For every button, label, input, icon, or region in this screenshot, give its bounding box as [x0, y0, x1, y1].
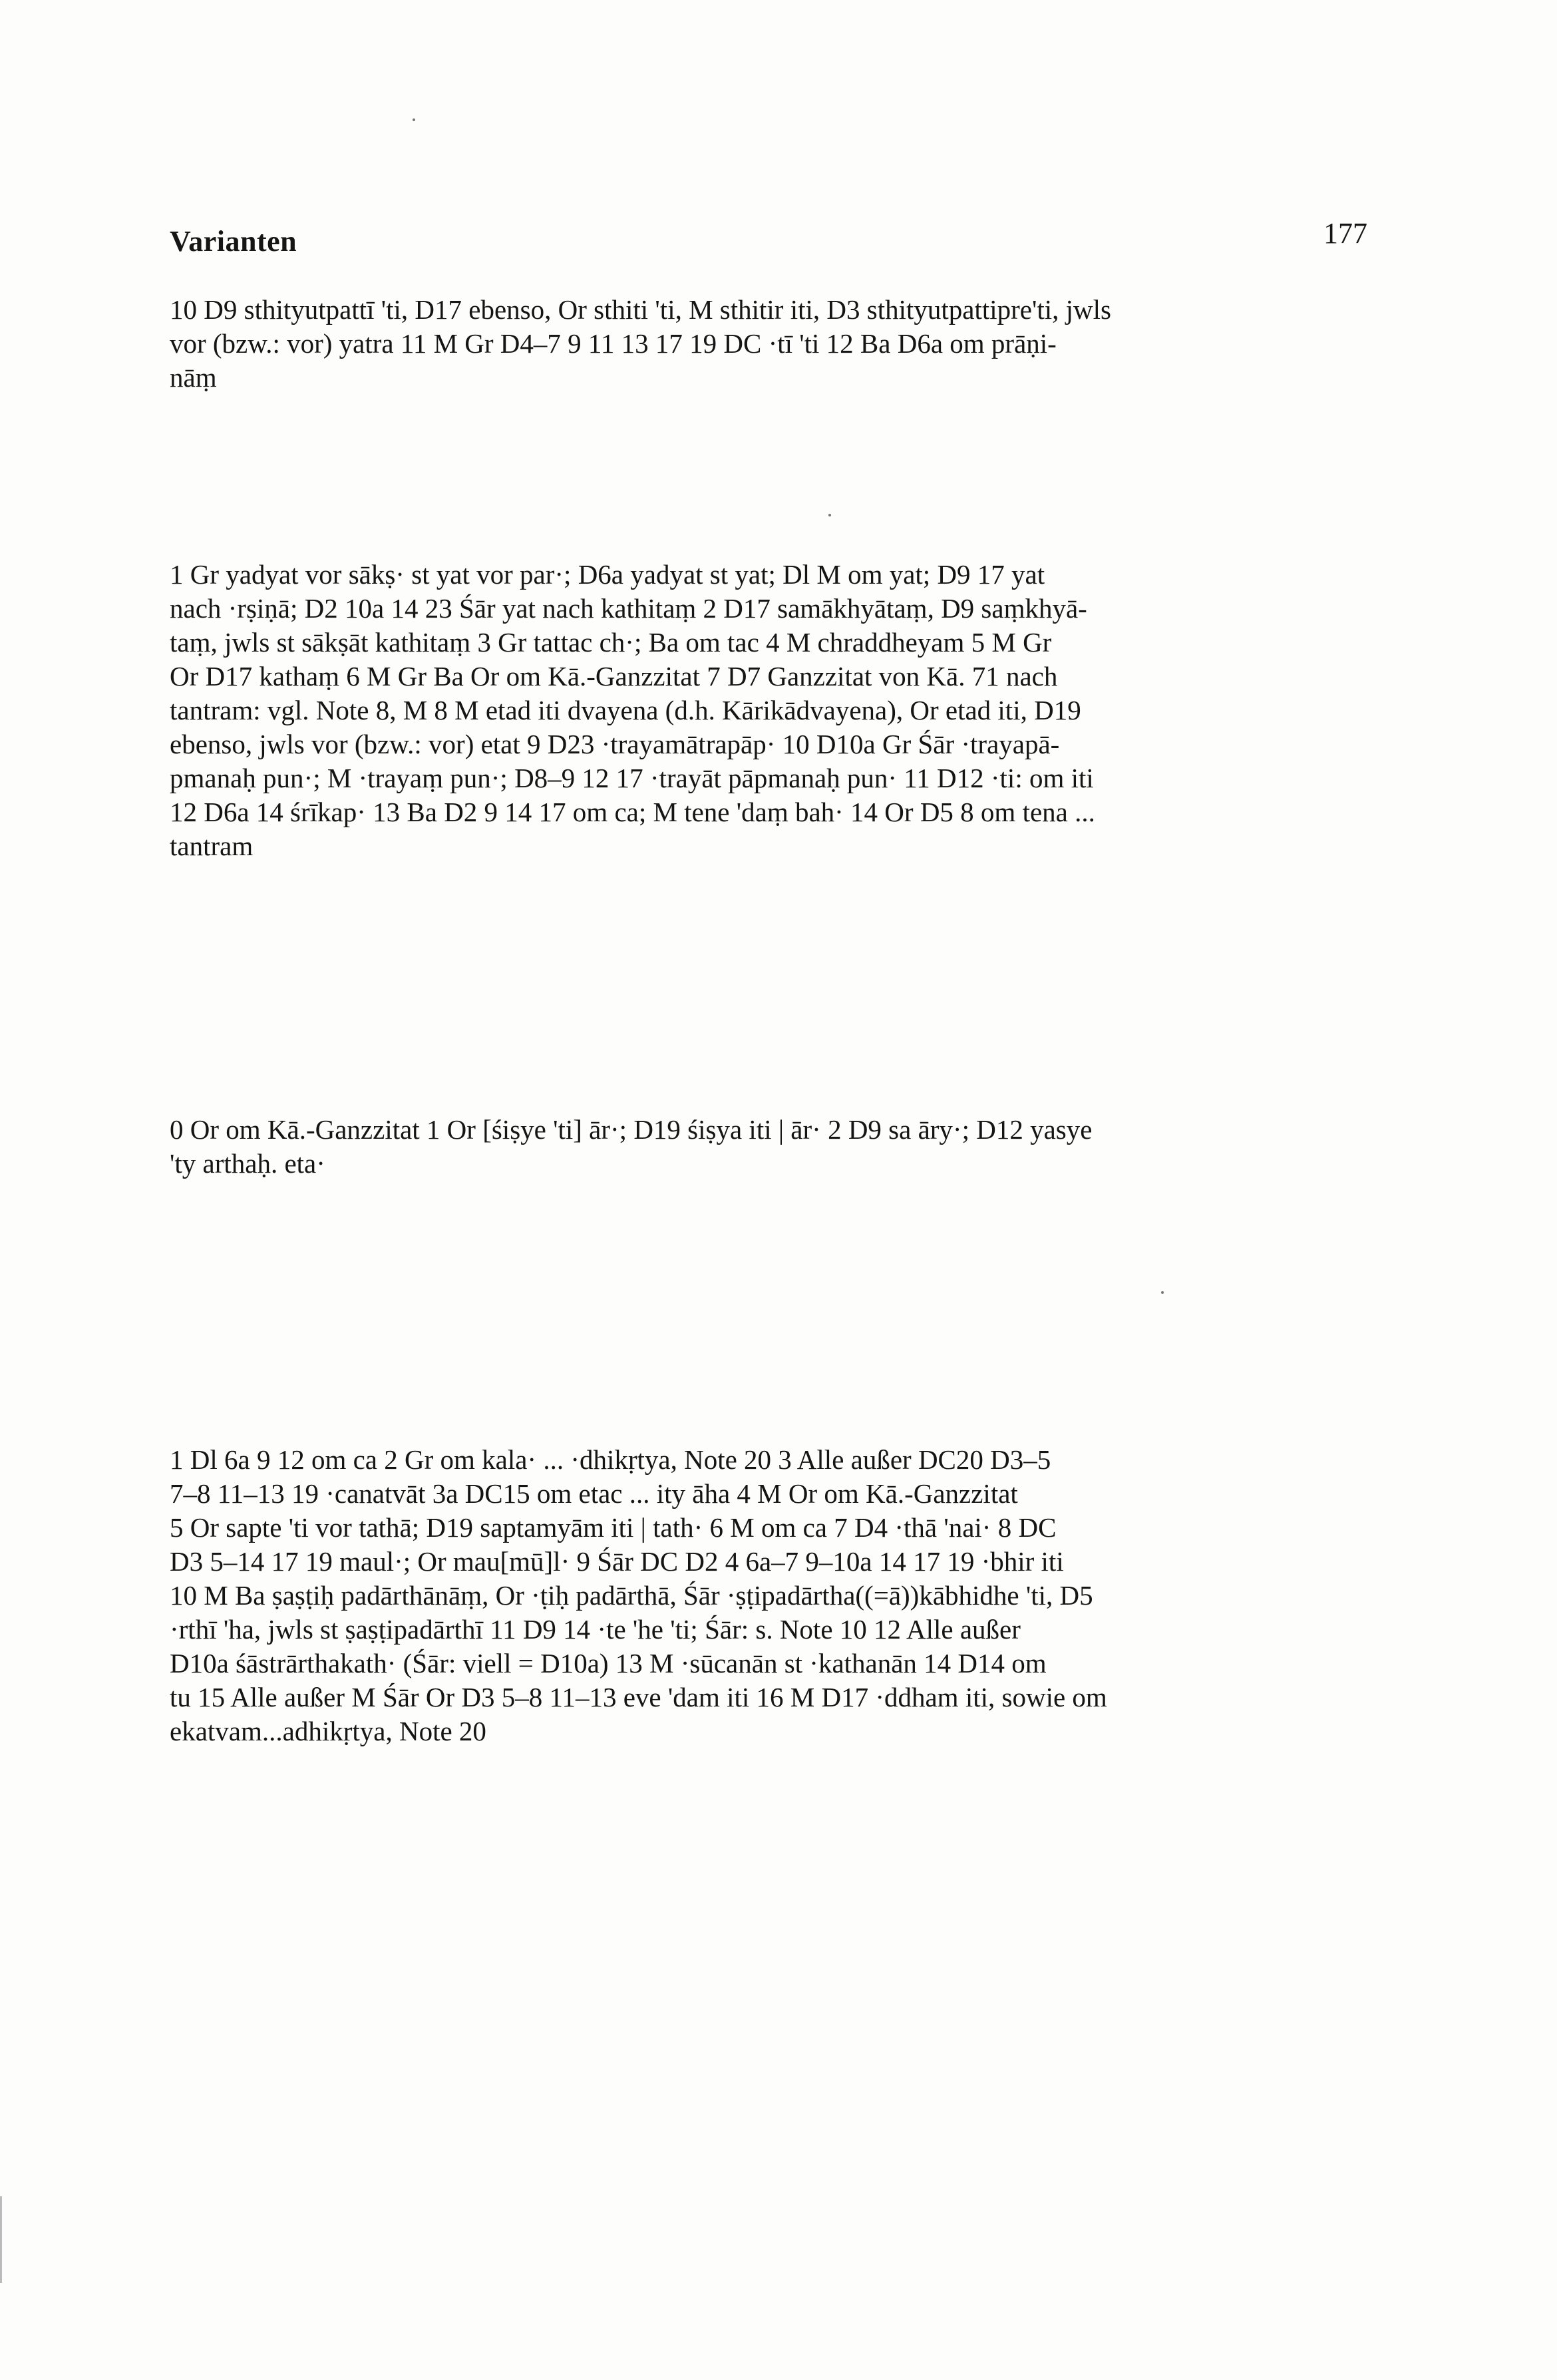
text-line: 'ty arthaḥ. eta· — [170, 1148, 325, 1179]
text-line: tantram — [170, 831, 254, 861]
scan-speck — [1161, 1291, 1164, 1294]
text-line: nāṃ — [170, 362, 217, 393]
text-line: taṃ, jwls st sākṣāt kathitaṃ 3 Gr tattac ch·; Ba om tac 4 M chraddheyam 5 M Gr — [170, 627, 1052, 658]
text-line: 1 Gr yadyat vor sākṣ· st yat vor par·; D6a yadyat st yat; Dl M om yat; D9 17 yat — [170, 559, 1045, 590]
text-line: vor (bzw.: vor) yatra 11 M Gr D4–7 9 11 13 17 19 DC ·tī 'ti 12 Ba D6a om prāṇi- — [170, 328, 1057, 359]
scan-speck — [828, 514, 831, 516]
scan-speck — [413, 118, 415, 121]
page-number: 177 — [1323, 217, 1367, 250]
text-line: 5 Or sapte 'ti vor tathā; D19 saptamyām iti | tath· 6 M om ca 7 D4 ·thā 'nai· 8 DC — [170, 1512, 1057, 1543]
text-line: 12 D6a 14 śrīkap· 13 Ba D2 9 14 17 om ca; M tene 'daṃ bah· 14 Or D5 8 om tena ... — [170, 797, 1095, 827]
text-line: tantram: vgl. Note 8, M 8 M etad iti dvayena (d.h. Kārikādvayena), Or etad iti, D19 — [170, 695, 1081, 725]
running-title: Varianten — [170, 225, 297, 258]
text-line: ·rthī 'ha, jwls st ṣaṣṭipadārthī 11 D9 14 ·te 'he 'ti; Śār: s. Note 10 12 Alle außer — [170, 1614, 1021, 1645]
text-line: D3 5–14 17 19 maul·; Or mau[mū]l· 9 Śār DC D2 4 6a–7 9–10a 14 17 19 ·bhir iti — [170, 1546, 1064, 1577]
text-line: D10a śāstrārthakath· (Śār: viell = D10a) 13 M ·sūcanān st ·kathanān 14 D14 om — [170, 1648, 1047, 1679]
variant-block-4 — [170, 1443, 1367, 1748]
text-line: 0 Or om Kā.-Ganzzitat 1 Or [śiṣye 'ti] ār·; D19 śiṣya iti | ār· 2 D9 sa āry·; D12 yasye — [170, 1114, 1093, 1145]
variant-block-1 — [170, 293, 1367, 395]
text-line: tu 15 Alle außer M Śār Or D3 5–8 11–13 eve 'dam iti 16 M D17 ·ddham iti, sowie om — [170, 1682, 1107, 1712]
text-line: pmanaḥ pun·; M ·trayaṃ pun·; D8–9 12 17 ·trayāt pāpmanaḥ pun· 11 D12 ·ti: om iti — [170, 763, 1094, 793]
text-line: Or D17 kathaṃ 6 M Gr Ba Or om Kā.-Ganzzitat 7 D7 Ganzzitat von Kā. 71 nach — [170, 661, 1058, 692]
text-line: ebenso, jwls vor (bzw.: vor) etat 9 D23 ·trayamātrapāp· 10 D10a Gr Śār ·trayapā- — [170, 729, 1060, 759]
text-line: nach ·rṣiṇā; D2 10a 14 23 Śār yat nach kathitaṃ 2 D17 samākhyātaṃ, D9 saṃkhyā- — [170, 593, 1087, 624]
text-line: 10 D9 sthityutpattī 'ti, D17 ebenso, Or sthiti 'ti, M sthitir iti, D3 sthityutpattipre'ti, jwls — [170, 294, 1112, 325]
variant-block-2 — [170, 558, 1367, 863]
text-line: ekatvam...adhikṛtya, Note 20 — [170, 1716, 486, 1746]
variant-block-3 — [170, 1113, 1367, 1181]
text-line: 1 Dl 6a 9 12 om ca 2 Gr om kala· ... ·dhikṛtya, Note 20 3 Alle außer DC20 D3–5 — [170, 1444, 1051, 1475]
scan-edge-mark — [0, 2196, 2, 2283]
running-head — [170, 216, 1367, 263]
text-line: 10 M Ba ṣaṣṭiḥ padārthānāṃ, Or ·ṭiḥ padārthā, Śār ·ṣṭipadārtha((=ā))kābhidhe 'ti, D5 — [170, 1580, 1093, 1611]
text-line: 7–8 11–13 19 ·canatvāt 3a DC15 om etac ... ity āha 4 M Or om Kā.-Ganzzitat — [170, 1478, 1018, 1509]
